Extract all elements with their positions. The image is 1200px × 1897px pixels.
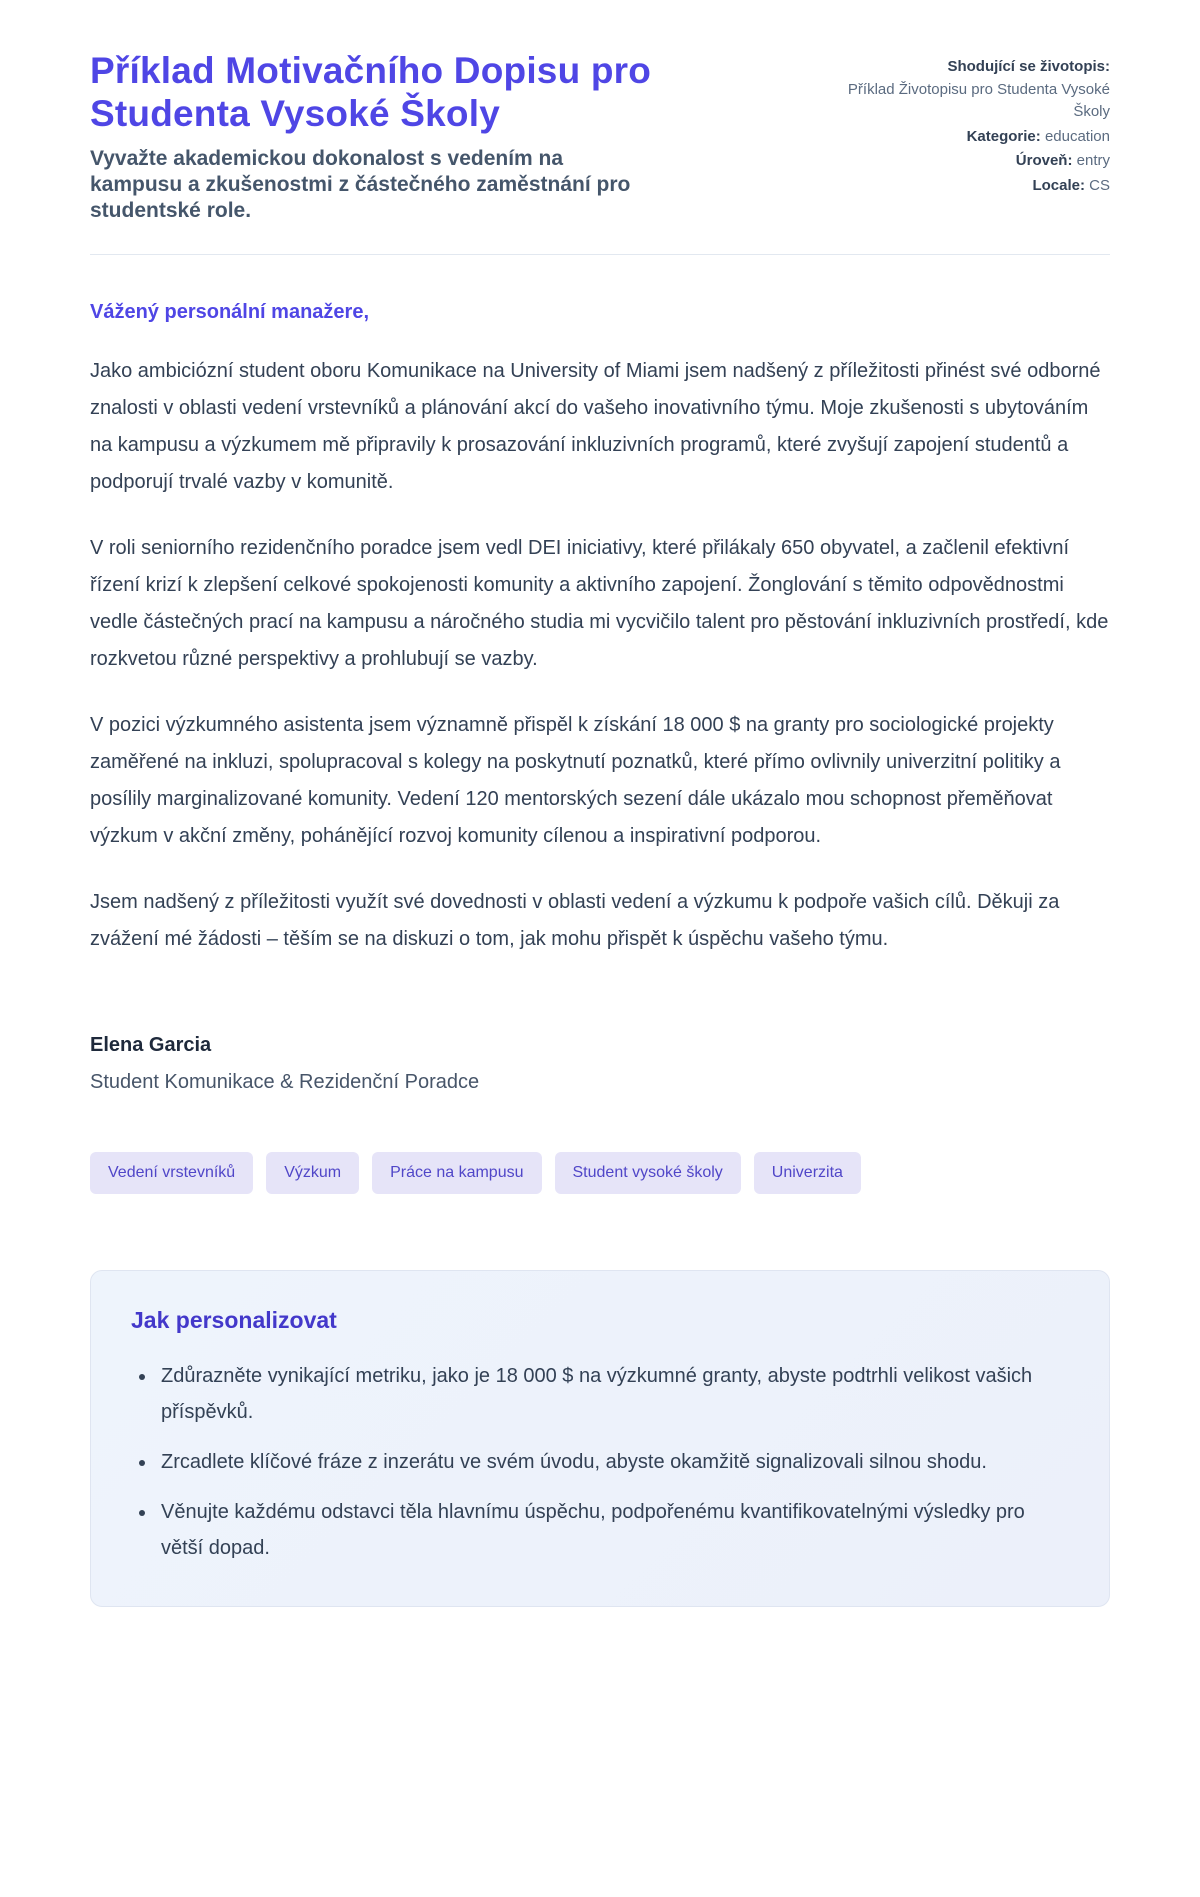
header-divider [90, 254, 1110, 255]
personalization-box [90, 1270, 1110, 1607]
header [90, 50, 1110, 224]
letter-paragraph-3: V pozici výzkumného asistenta jsem významně přispěl k získání 18 000 $ na granty pro sociologické projekty zaměřené na inkluzi, spolupracoval s kolegy na poskytnutí poznatků, které přímo ovlivnily univerzitní politiky a posílily marginalizované komunity. Vedení 120 mentorských sezení dále ukázalo mou schopnost přeměňovat výzkum v akční změny, pohánějící rozvoj komunity cílenou a inspirativní podporou. [90, 713, 1061, 847]
meta-matching-resume [840, 56, 1110, 124]
tag-univerzita[interactable]: Univerzita [754, 1152, 861, 1194]
tag-prace-na-kampusu[interactable]: Práce na kampusu [372, 1152, 541, 1194]
personalization-title: Jak personalizovat [131, 1306, 337, 1333]
tag-list [90, 1152, 1110, 1194]
category-label: Kategorie: [966, 127, 1041, 145]
personalization-tip-1: • Zdůrazněte vynikající metriku, jako je 18 000 $ na výzkumné granty, abyste podtrhli velikost vašich příspěvků. [157, 1358, 1069, 1430]
meta-locale [840, 175, 1110, 198]
letter-body [90, 301, 1110, 1094]
meta-category [840, 126, 1110, 149]
personalization-tip-2: • Zrcadlete klíčové fráze z inzerátu ve svém úvodu, abyste okamžitě signalizovali silnou shodu. [157, 1444, 1069, 1480]
matching-resume-label: Shodující se životopis: [947, 58, 1110, 75]
header-title-block [90, 50, 790, 224]
meta-panel [840, 50, 1110, 224]
level-value: entry [1076, 152, 1110, 169]
tag-student-vysoke-skoly[interactable]: Student vysoké školy [555, 1152, 741, 1194]
meta-level [840, 150, 1110, 173]
letter-paragraph-4: Jsem nadšený z příležitosti využít své dovednosti v oblasti vedení a výzkumu k podpoře vašich cílů. Děkuji za zvážení mé žádosti – těším se na diskuzi o tom, jak mohu přispět k úspěchu vašeho týmu. [90, 890, 1060, 950]
page-subtitle: Vyvažte akademickou dokonalost s vedením na kampusu a zkušenostmi z částečného zaměstnání pro studentské role. [90, 146, 631, 222]
category-value: education [1044, 127, 1110, 145]
level-label: Úroveň: [1015, 152, 1073, 169]
matching-resume-value: Příklad Životopisu pro Studenta Vysoké Školy [847, 80, 1110, 120]
tag-vyzkum[interactable]: Výzkum [266, 1152, 359, 1194]
letter-greeting: Vážený personální manažere, [90, 300, 370, 323]
locale-value: CS [1089, 176, 1110, 194]
letter-paragraph-1: Jako ambiciózní student oboru Komunikace na University of Miami jsem nadšený z příležitosti přinést své odborné znalosti v oblasti vedení vrstevníků a plánování akcí do vašeho inovativního týmu. Moje zkušenosti s ubytováním na kampusu a výzkumem mě připravily k prosazování inkluzivních programů, které zvyšují zapojení studentů a podporují trvalé vazby v komunitě. [90, 359, 1101, 493]
page-title: Příklad Motivačního Dopisu pro Studenta Vysoké Školy [90, 50, 652, 134]
letter-paragraph-2: V roli seniorního rezidenčního poradce jsem vedl DEI iniciativy, které přilákaly 650 obyvatel, a začlenil efektivní řízení krizí k zlepšení celkové spokojenosti komunity a aktivního zapojení. Žonglování s těmito odpovědnostmi vedle částečných prací na kampusu a náročného studia mi vycvičilo talent pro pěstování inkluzivních prostředí, kde rozkvetou různé perspektivy a prohlubují se vazby. [90, 536, 1109, 670]
signature-name: Elena Garcia [90, 1033, 212, 1056]
locale-label: Locale: [1032, 176, 1085, 194]
signature-title: Student Komunikace & Rezidenční Poradce [90, 1070, 480, 1093]
personalization-tip-list [131, 1358, 1069, 1566]
tag-vedeni-vrstevniku[interactable]: Vedení vrstevníků [90, 1152, 253, 1194]
personalization-tip-3: • Věnujte každému odstavci těla hlavnímu úspěchu, podpořenému kvantifikovatelnými výsledky pro větší dopad. [157, 1494, 1069, 1566]
